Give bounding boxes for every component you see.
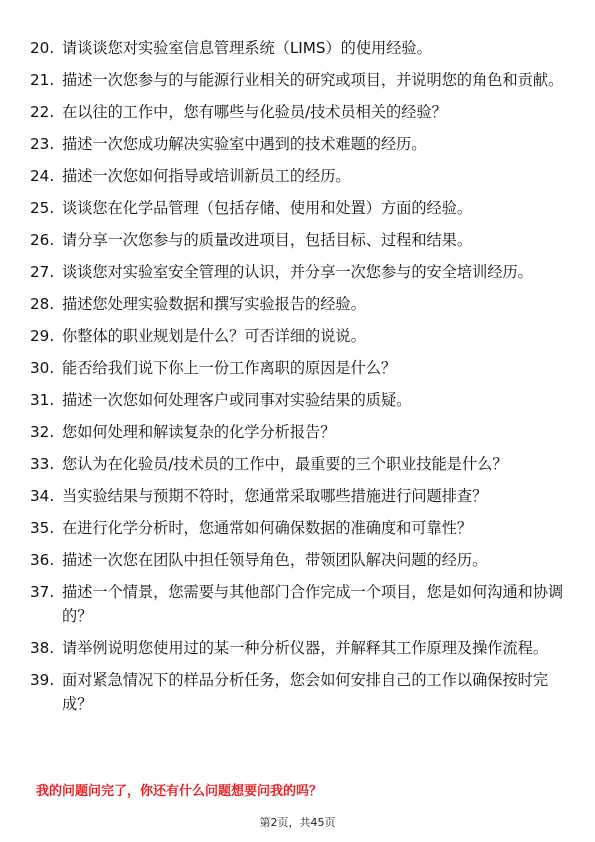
question-item xyxy=(30,324,570,348)
question-text: 您如何处理和解读复杂的化学分析报告？ xyxy=(62,423,336,441)
question-text: 在进行化学分析时，您通常如何确保数据的准确度和可靠性？ xyxy=(62,519,473,537)
question-text: 描述一次您在团队中担任领导角色，带领团队解决问题的经历。 xyxy=(62,551,488,569)
question-number: 29. xyxy=(30,327,55,345)
question-item xyxy=(30,388,570,412)
question-text: 能否给我们说下你上一份工作离职的原因是什么？ xyxy=(62,359,397,377)
question-number: 23. xyxy=(30,135,55,153)
question-number: 36. xyxy=(30,551,55,569)
question-number: 35. xyxy=(30,519,55,537)
page-number-footer: 第2页，共45页 xyxy=(259,816,336,829)
question-text: 描述一个情景，您需要与其他部门合作完成一个项目，您是如何沟通和协调的？ xyxy=(62,583,564,625)
question-list xyxy=(30,36,570,724)
question-number: 25. xyxy=(30,199,55,217)
question-text: 谈谈您对实验室安全管理的认识，并分享一次您参与的安全培训经历。 xyxy=(62,263,533,281)
question-text: 请分享一次您参与的质量改进项目，包括目标、过程和结果。 xyxy=(62,231,473,249)
question-number: 24. xyxy=(30,167,55,185)
question-text: 描述一次您如何指导或培训新员工的经历。 xyxy=(62,167,351,185)
question-text: 您认为在化验员/技术员的工作中，最重要的三个职业技能是什么？ xyxy=(62,455,508,473)
question-text: 请举例说明您使用过的某一种分析仪器，并解释其工作原理及操作流程。 xyxy=(62,639,548,657)
question-number: 26. xyxy=(30,231,55,249)
question-item xyxy=(30,100,570,124)
question-item xyxy=(30,164,570,188)
question-item xyxy=(30,636,570,660)
question-item xyxy=(30,36,570,60)
question-number: 27. xyxy=(30,263,55,281)
question-item xyxy=(30,228,570,252)
question-number: 33. xyxy=(30,455,55,473)
question-text: 描述一次您如何处理客户或同事对实验结果的质疑。 xyxy=(62,391,412,409)
question-number: 32. xyxy=(30,423,55,441)
question-item xyxy=(30,292,570,316)
closing-question: 我的问题问完了，你还有什么问题想要问我的吗？ xyxy=(36,784,323,799)
question-number: 28. xyxy=(30,295,55,313)
question-number: 30. xyxy=(30,359,55,377)
question-number: 20. xyxy=(30,39,55,57)
question-item xyxy=(30,68,570,92)
question-text: 谈谈您在化学品管理（包括存储、使用和处置）方面的经验。 xyxy=(62,199,473,217)
question-item xyxy=(30,356,570,380)
question-item xyxy=(30,516,570,540)
question-number: 34. xyxy=(30,487,55,505)
question-text: 描述一次您参与的与能源行业相关的研究或项目，并说明您的角色和贡献。 xyxy=(62,71,564,89)
question-text: 当实验结果与预期不符时，您通常采取哪些措施进行问题排查？ xyxy=(62,487,488,505)
question-text: 描述一次您成功解决实验室中遇到的技术难题的经历。 xyxy=(62,135,427,153)
question-item xyxy=(30,484,570,508)
question-item xyxy=(30,548,570,572)
question-text: 请谈谈您对实验室信息管理系统（LIMS）的使用经验。 xyxy=(62,39,432,57)
question-item xyxy=(30,132,570,156)
question-item xyxy=(30,420,570,444)
question-number: 38. xyxy=(30,639,55,657)
question-text: 在以往的工作中，您有哪些与化验员/技术员相关的经验？ xyxy=(62,103,447,121)
question-item xyxy=(30,668,570,716)
question-item xyxy=(30,452,570,476)
question-number: 31. xyxy=(30,391,55,409)
question-number: 21. xyxy=(30,71,55,89)
question-number: 39. xyxy=(30,671,55,689)
question-number: 37. xyxy=(30,583,55,601)
question-item xyxy=(30,580,570,628)
question-text: 描述您处理实验数据和撰写实验报告的经验。 xyxy=(62,295,366,313)
question-text: 面对紧急情况下的样品分析任务，您会如何安排自己的工作以确保按时完成？ xyxy=(62,671,548,713)
question-number: 22. xyxy=(30,103,55,121)
question-item xyxy=(30,260,570,284)
question-text: 你整体的职业规划是什么？可否详细的说说。 xyxy=(62,327,366,345)
question-item xyxy=(30,196,570,220)
